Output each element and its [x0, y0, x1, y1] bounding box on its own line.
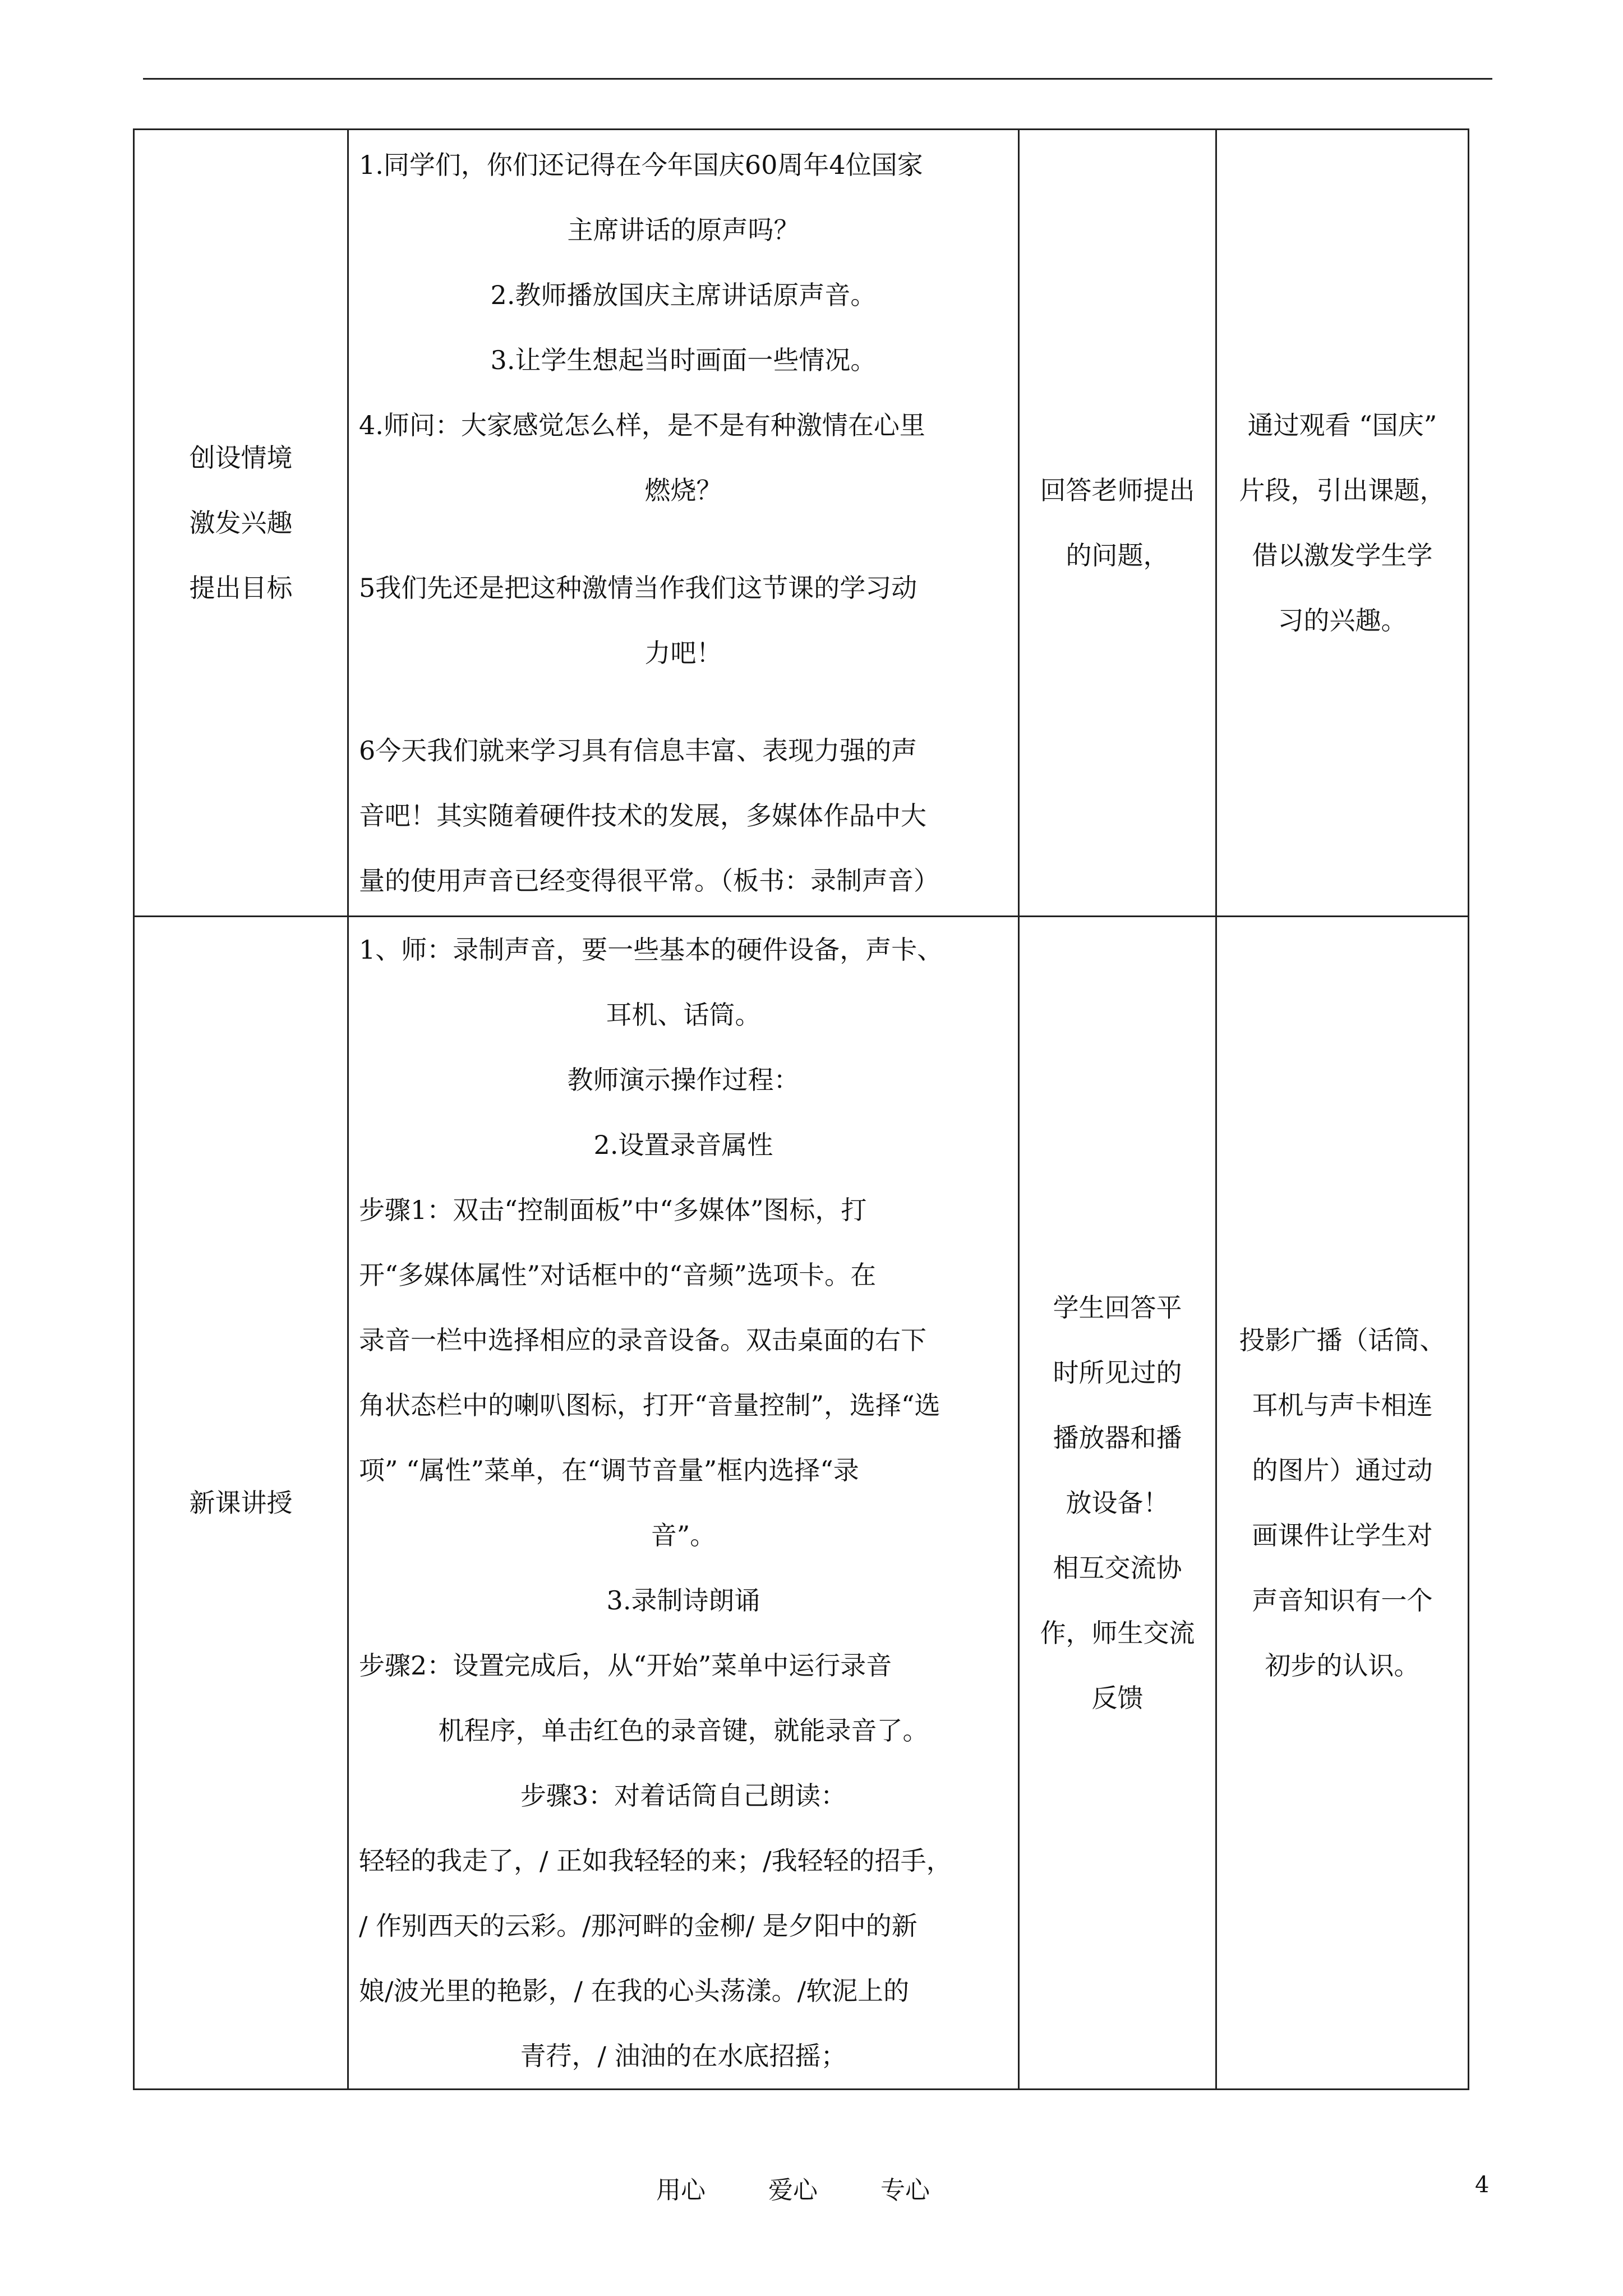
- student-activity-cell: [1019, 917, 1216, 2090]
- teacher-line: 角状态栏中的喇叭图标，打开“音量控制”，选择“选: [359, 1390, 940, 1420]
- teacher-line: 轻轻的我走了，/ 正如我轻轻的来；/我轻轻的招手，: [359, 1846, 952, 1876]
- phase-line: 提出目标: [189, 573, 293, 603]
- intent-line: 通过观看 “国庆”: [1247, 410, 1437, 440]
- intent-line: 声音知识有一个: [1252, 1585, 1433, 1616]
- intent-line: 耳机与声卡相连: [1252, 1390, 1433, 1420]
- page-number: 4: [1475, 2172, 1490, 2198]
- phase-text: [135, 425, 347, 620]
- footer-item: 专心: [880, 2176, 930, 2205]
- student-activity-text: [1020, 1275, 1215, 1731]
- phase-line: 激发兴趣: [189, 508, 293, 538]
- student-line: 反馈: [1091, 1683, 1144, 1713]
- teacher-line: 音”。: [651, 1520, 716, 1550]
- phase-cell: [134, 917, 348, 2090]
- intent-line: 初步的认识。: [1265, 1650, 1420, 1681]
- footer: [0, 2170, 1623, 2203]
- student-line: 回答老师提出: [1040, 475, 1195, 505]
- teacher-line: 耳机、话筒。: [606, 1000, 761, 1030]
- intent-line: 习的兴趣。: [1278, 605, 1407, 636]
- teacher-line: 教师演示操作过程：: [567, 1065, 800, 1095]
- teacher-line: 娘/波光里的艳影，/ 在我的心头荡漾。/软泥上的: [359, 1976, 910, 2006]
- phase-line: 创设情境: [189, 443, 293, 473]
- teacher-line: 量的使用声音已经变得很平常。（板书：录制声音）: [359, 866, 939, 896]
- student-line: 放设备！: [1066, 1488, 1169, 1518]
- teacher-activity-text: [349, 917, 1018, 2088]
- teacher-line: [359, 523, 1008, 555]
- phase-text: [135, 1470, 347, 1535]
- student-line: 时所见过的: [1053, 1358, 1182, 1388]
- teacher-line: 步骤2：设置完成后，从“开始”菜单中运行录音: [359, 1650, 892, 1681]
- teacher-line: 音吧！其实随着硬件技术的发展，多媒体作品中大: [359, 800, 926, 831]
- student-line: 相互交流协: [1053, 1553, 1182, 1583]
- table-row: [134, 130, 1469, 917]
- teacher-line: 4.师问：大家感觉怎么样，是不是有种激情在心里: [359, 410, 925, 440]
- teacher-activity-cell: [348, 917, 1019, 2090]
- teacher-line: 开“多媒体属性”对话框中的“音频”选项卡。在: [359, 1260, 877, 1290]
- student-line: 的问题，: [1066, 540, 1169, 570]
- teacher-line: 1、师：录制声音，要一些基本的硬件设备，声卡、: [359, 935, 943, 965]
- teacher-line: 3.让学生想起当时画面一些情况。: [490, 345, 877, 375]
- teacher-line: 燃烧？: [644, 475, 722, 505]
- student-line: 作，师生交流: [1040, 1618, 1195, 1648]
- teacher-line: 5我们先还是把这种激情当作我们这节课的学习动: [359, 573, 917, 603]
- header-rule: [143, 78, 1492, 80]
- teacher-line: 1.同学们，你们还记得在今年国庆60周年4位国家: [359, 150, 923, 180]
- teacher-line: 步骤3：对着话筒自己朗读：: [520, 1780, 847, 1811]
- student-activity-text: [1020, 458, 1215, 588]
- lesson-plan-table: [133, 128, 1469, 2090]
- table-row: [134, 917, 1469, 2090]
- student-line: 播放器和播: [1053, 1423, 1182, 1453]
- footer-item: 用心: [656, 2176, 706, 2205]
- phase-cell: [134, 130, 348, 917]
- design-intent-cell: [1216, 917, 1469, 2090]
- design-intent-text: [1217, 1308, 1468, 1698]
- design-intent-cell: [1216, 130, 1469, 917]
- intent-line: 画课件让学生对: [1252, 1520, 1433, 1550]
- intent-line: 投影广播（话筒、: [1239, 1325, 1446, 1355]
- student-activity-cell: [1019, 130, 1216, 917]
- teacher-line: 力吧！: [644, 638, 722, 668]
- teacher-line: 步骤1：双击“控制面板”中“多媒体”图标，打: [359, 1195, 867, 1225]
- teacher-line: 机程序，单击红色的录音键，就能录音了。: [438, 1715, 929, 1746]
- teacher-line: 6今天我们就来学习具有信息丰富、表现力强的声: [359, 735, 917, 766]
- teacher-line: / 作别西天的云彩。/那河畔的金柳/ 是夕阳中的新: [359, 1911, 917, 1941]
- design-intent-text: [1217, 393, 1468, 653]
- intent-line: 的图片）通过动: [1252, 1455, 1433, 1485]
- teacher-line: 青荇，/ 油油的在水底招摇；: [520, 2041, 847, 2071]
- teacher-line: 主席讲话的原声吗？: [567, 215, 800, 245]
- intent-line: 片段，引出课题，: [1239, 475, 1446, 505]
- student-line: 学生回答平: [1053, 1292, 1182, 1323]
- teacher-line: [359, 685, 1008, 718]
- footer-item: 爱心: [768, 2176, 818, 2205]
- teacher-activity-text: [349, 132, 1018, 913]
- teacher-line: 2.设置录音属性: [593, 1130, 773, 1160]
- phase-line: 新课讲授: [189, 1488, 293, 1518]
- teacher-activity-cell: [348, 130, 1019, 917]
- intent-line: 借以激发学生学: [1252, 540, 1433, 570]
- teacher-line: 2.教师播放国庆主席讲话原声音。: [490, 280, 877, 310]
- teacher-line: 录音一栏中选择相应的录音设备。双击桌面的右下: [359, 1325, 926, 1355]
- teacher-line: 3.录制诗朗诵: [606, 1585, 760, 1616]
- teacher-line: 项” “属性”菜单，在“调节音量”框内选择“录: [359, 1455, 859, 1485]
